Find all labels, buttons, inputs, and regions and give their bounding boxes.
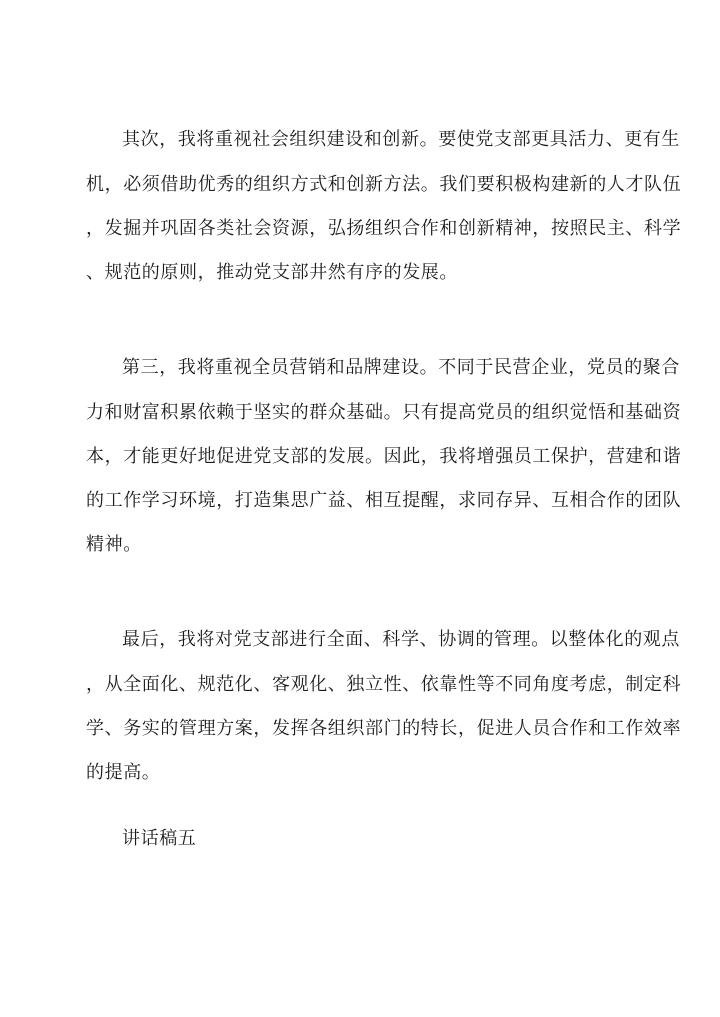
paragraph-1-line-4: 、规范的原则，推动党支部井然有序的发展。: [86, 262, 458, 283]
paragraph-1-line-2: 机，必须借助优秀的组织方式和创新方法。我们要积极构建新的人才队伍: [86, 174, 682, 195]
section-heading: 讲话稿五: [122, 828, 197, 849]
paragraph-1-line-3: ，发掘并巩固各类社会资源，弘扬组织合作和创新精神，按照民主、科学: [86, 218, 682, 239]
paragraph-2-line-4: 的工作学习环境，打造集思广益、相互提醒，求同存异、互相合作的团队: [86, 490, 682, 511]
paragraph-3-line-4: 的提高。: [86, 762, 161, 783]
paragraph-1-line-1: 其次，我将重视社会组织建设和创新。要使党支部更具活力、更有生: [122, 129, 680, 150]
paragraph-2-line-1: 第三，我将重视全员营销和品牌建设。不同于民营企业，党员的聚合: [122, 357, 680, 378]
paragraph-2-line-5: 精神。: [86, 534, 142, 555]
paragraph-2-line-2: 力和财富积累依赖于坚实的群众基础。只有提高党员的组织觉悟和基础资: [86, 402, 682, 423]
paragraph-2-line-3: 本，才能更好地促进党支部的发展。因此，我将增强员工保护，营建和谐: [86, 446, 682, 467]
paragraph-3-line-2: ，从全面化、规范化、客观化、独立性、依靠性等不同角度考虑，制定科: [86, 674, 682, 695]
paragraph-3-line-1: 最后，我将对党支部进行全面、科学、协调的管理。以整体化的观点: [122, 629, 680, 650]
paragraph-3-line-3: 学、务实的管理方案，发挥各组织部门的特长，促进人员合作和工作效率: [86, 718, 682, 739]
